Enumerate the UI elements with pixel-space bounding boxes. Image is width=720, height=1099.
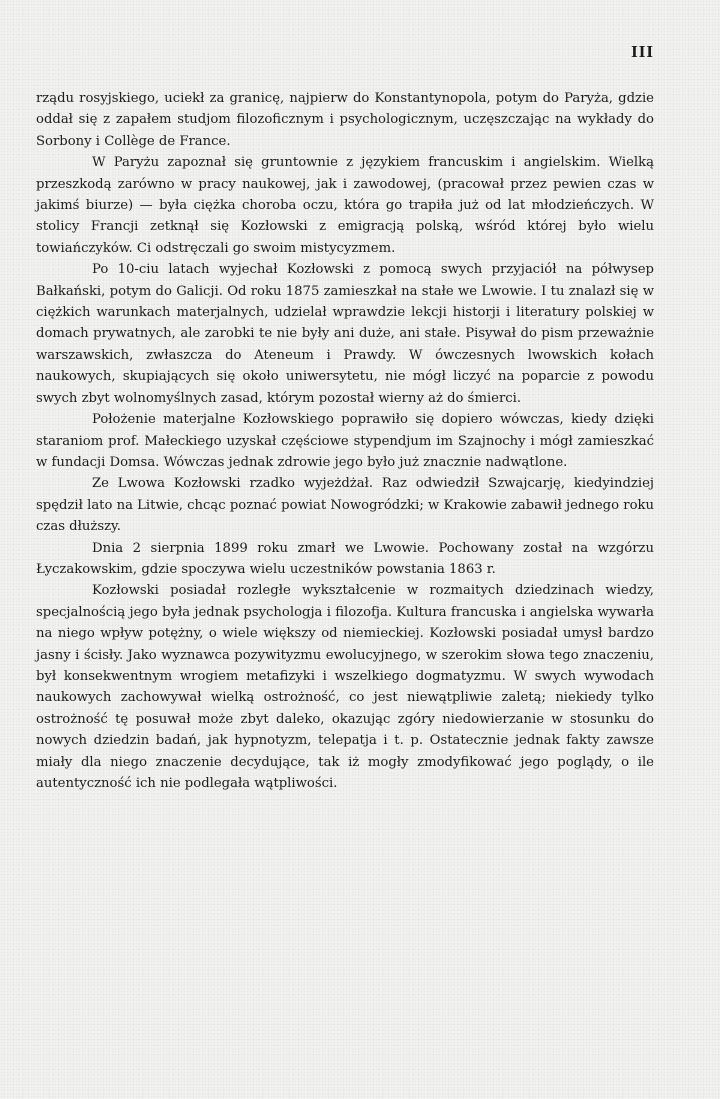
paragraph-1: rządu rosyjskiego, uciekł za granicę, najpierw do Konstantynopola, potym do Paryża, gdzie oddał się z zapałem studjom filozoficznym i psychologicznym, uczęszczając na wykłady do Sorbony i Collège de France. bbox=[36, 91, 654, 149]
paragraph-7: Kozłowski posiadał rozległe wykształcenie w rozmaitych dziedzinach wiedzy, specjalnością jego była jednak psychologja i filozofja. Kultura francuska i angielska wywarła na niego wpływ potężny, o wiele większy od niemieckiej. Kozłowski posiadał umysł bardzo jasny i ścisły. Jako wyznawca pozywityzmu ewolucyjnego, w szerokim słowa tego znaczeniu, był konsekwentnym wrogiem metafizyki i wszelkiego dogmatyzmu. W swych wywodach naukowych zachowywał wielką ostrożność, co jest niewątpliwie zaletą; niekiedy tylko ostrożność tę posuwał może zbyt daleko, okazując zgóry niedowierzanie w stosunku do nowych dziedzin badań, jak hypnotyzm, telepatja i t. p. Ostatecznie jednak fakty zawsze miały dla niego znaczenie decydujące, tak iż mogły zmodyfikować jego poglądy, o ile autentyczność ich nie podlegała wątpliwości. bbox=[36, 583, 654, 791]
paragraph-2: W Paryżu zapoznał się gruntownie z językiem francuskim i angielskim. Wielką przeszkodą zarówno w pracy naukowej, jak i zawodowej, (pracował przez pewien czas w jakimś biurze) — była ciężka choroba oczu, która go trapiła już od lat młodzieńczych. W stolicy Francji zetknął się Kozłowski z emigracją polską, wśród której było wielu towiańczyków. Ci odstręczali go swoim mistycyzmem. bbox=[36, 155, 654, 256]
paragraph-5: Ze Lwowa Kozłowski rzadko wyjeżdżał. Raz odwiedził Szwajcarję, kiedyindziej spędził lato na Litwie, chcąc poznać powiat Nowogródzki; w Krakowie zabawił jednego roku czas dłuższy. bbox=[36, 476, 654, 535]
paragraph-6: Dnia 2 sierpnia 1899 roku zmarł we Lwowie. Pochowany został na wzgórzu Łyczakowskim, gdzie spoczywa wielu uczestników powstania 1863 r. bbox=[36, 540, 654, 577]
body-text bbox=[36, 88, 654, 794]
paragraph-3: Po 10-ciu latach wyjechał Kozłowski z pomocą swych przyjaciół na półwysep Bałkański, potym do Galicji. Od roku 1875 zamieszkał na stałe we Lwowie. I tu znalazł się w ciężkich warunkach materjalnych, udzielał wprawdzie lekcji historji i literatury polskiej w domach prywatnych, ale zarobki te nie były ani duże, ani stałe. Pisywał do pism przeważnie warszawskich, zwłaszcza do Ateneum i Prawdy. W ówczesnych lwowskich kołach naukowych, skupiających się około uniwersytetu, nie mógł liczyć na poparcie z powodu swych zbyt wolnomyślnych zasad, którym pozostał wierny aż do śmierci. bbox=[36, 262, 654, 406]
paragraph-4: Położenie materjalne Kozłowskiego poprawiło się dopiero wówczas, kiedy dzięki staraniom prof. Małeckiego uzyskał częściowe stypendjum im Szajnochy i mógł zamieszkać w fundacji Domsa. Wówczas jednak zdrowie jego było już znacznie nadwątlone. bbox=[36, 412, 654, 470]
page-number: III bbox=[631, 42, 654, 61]
